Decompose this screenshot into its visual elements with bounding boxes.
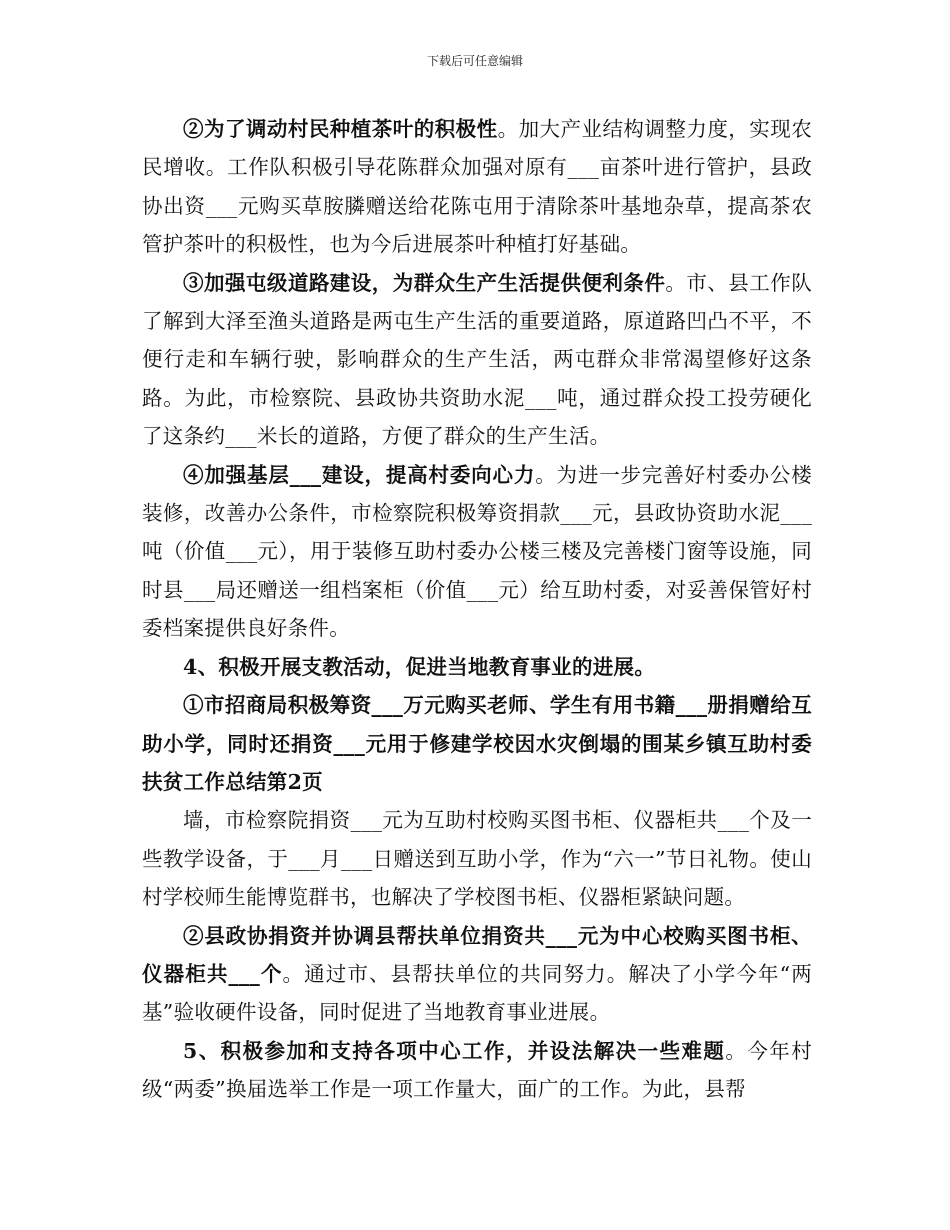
paragraph-grassroots-building	[142, 456, 812, 648]
paragraph-heading: ③加强屯级道路建设，为群众生产生活提供便利条件	[183, 270, 666, 295]
document-body	[142, 110, 812, 1109]
paragraph-heading: 4、积极开展支教活动，促进当地教育事业的进展。	[183, 654, 656, 679]
paragraph-wall-cabinets	[142, 801, 812, 916]
paragraph-book-donation	[142, 686, 812, 801]
paragraph-road-construction	[142, 264, 812, 456]
paragraph-heading: 5、积极参加和支持各项中心工作，并设法解决一些难题	[183, 1038, 726, 1063]
paragraph-text: 。通过市、县帮扶单位的共同努力。解决了小学今年“两基”验收硬件设备，同时促进了当地教育事业进展。	[142, 961, 812, 1025]
paragraph-heading: ④加强基层___建设，提高村委向心力	[183, 462, 536, 487]
paragraph-heading: ②为了调动村民种植茶叶的积极性	[183, 117, 498, 141]
paragraph-text: 。市、县工作队了解到大泽至渔头道路是两屯生产生活的重要道路，原道路凹凸不平，不便行走和车辆行驶，影响群众的生产生活，两屯群众非常渴望修好这条路。为此，市检察院、县政协共资助水泥___吨，通过群众投工投劳硬化了这条约___米长的道路，方便了群众的生产生活。	[142, 270, 812, 449]
paragraph-text: 墙，市检察院捐资___元为互助村校购买图书柜、仪器柜共___个及一些教学设备，于___月___日赠送到互助小学，作为“六一”节日礼物。使山村学校师生能博览群书，也解决了学校图书柜、仪器柜紧缺问题。	[142, 808, 812, 910]
paragraph-tea-planting	[142, 110, 812, 264]
paragraph-text: 。加大产业结构调整力度，实现农民增收。工作队积极引导花陈群众加强对原有___亩茶叶进行管护，县政协出资___元购买草胺膦赠送给花陈屯用于清除茶叶基地杂草，提高茶农管护茶叶的积极性，也为今后进展茶叶种植打好基础。	[142, 117, 813, 257]
paragraph-central-work	[142, 1032, 812, 1109]
paragraph-text: 。为进一步完善好村委办公楼装修，改善办公条件，市检察院积极筹资捐款___元，县政协资助水泥___吨（价值___元），用于装修互助村委办公楼三楼及完善楼门窗等设施，同时县___局还赠送一组档案柜（价值___元）给互助村委，对妥善保管好村委档案提供良好条件。	[142, 462, 812, 641]
paragraph-cppcc-donation	[142, 917, 812, 1032]
paragraph-text: 。今年村级“两委”换届选举工作是一项工作量大，面广的工作。为此，县帮	[142, 1038, 813, 1102]
page-header-note: 下载后可任意编辑	[426, 54, 523, 68]
section-heading-education	[142, 648, 812, 686]
paragraph-heading: ②县政协捐资并协调县帮扶单位捐资共___元为中心校购买图书柜、仪器柜共___个	[142, 923, 812, 986]
paragraph-heading: ①市招商局积极筹资___万元购买老师、学生有用书籍___册捐赠给互助小学，同时还捐资___元用于修建学校因水灾倒塌的围某乡镇互助村委扶贫工作总结第2页	[142, 693, 812, 794]
